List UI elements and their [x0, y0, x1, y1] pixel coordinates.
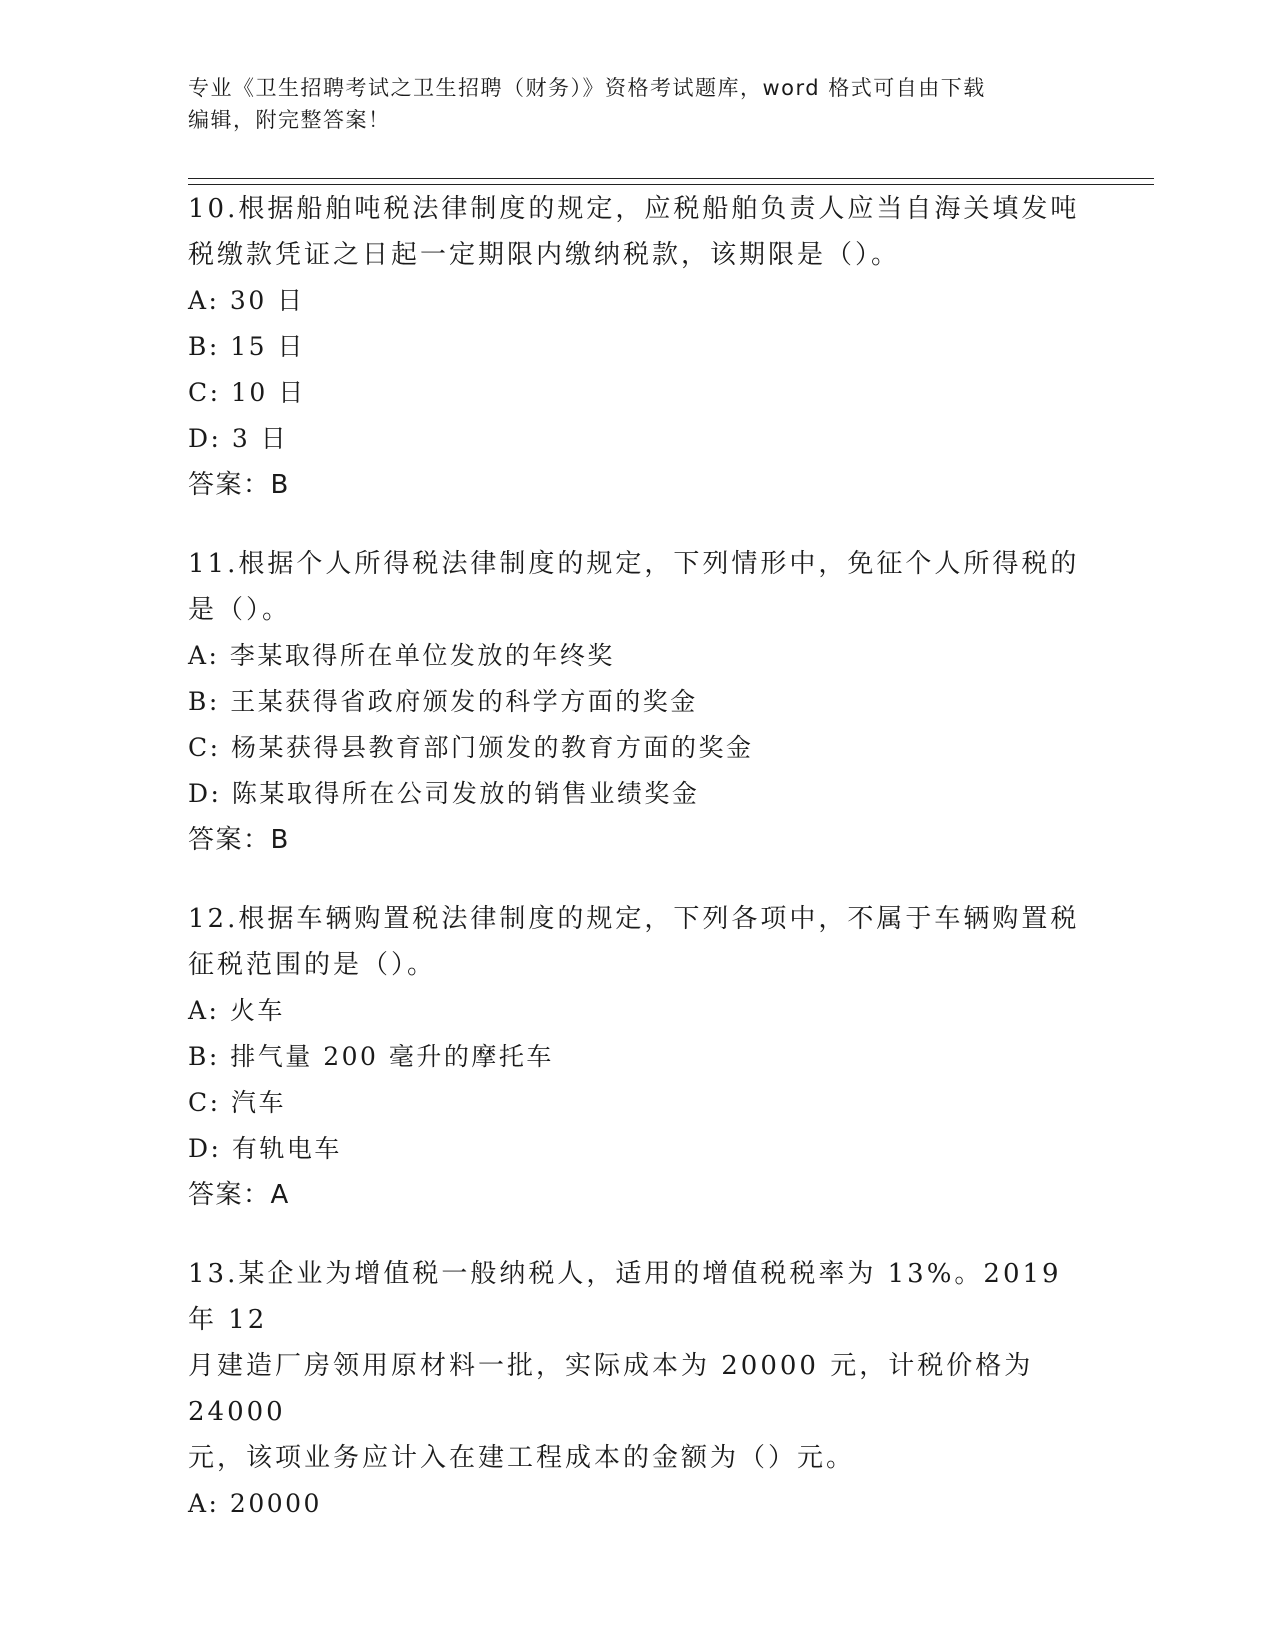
question-11 [188, 541, 1088, 863]
question-text-line: 10.根据船舶吨税法律制度的规定，应税船舶负责人应当自海关填发吨 [188, 194, 1080, 224]
option-c: C: 10 日 [188, 378, 306, 407]
answer: 答案：B [188, 825, 290, 855]
option-d: D: 有轨电车 [188, 1134, 342, 1163]
option-a: A: 火车 [188, 996, 285, 1025]
question-12 [188, 896, 1088, 1218]
option-a: A: 20000 [188, 1489, 322, 1518]
question-list [188, 186, 1088, 1560]
question-text-line: 元，该项业务应计入在建工程成本的金额为（）元。 [188, 1443, 856, 1473]
question-text-line: 13.某企业为增值税一般纳税人，适用的增值税税率为 13%。2019 年 12 [188, 1259, 1062, 1335]
question-text-line: 是（）。 [188, 595, 292, 625]
document-header [188, 72, 1068, 136]
option-a: A: 30 日 [188, 286, 305, 315]
question-text-line: 月建造厂房领用原材料一批，实际成本为 20000 元，计税价格为 24000 [188, 1351, 1034, 1427]
option-b: B: 15 日 [188, 332, 305, 361]
option-a: A: 李某取得所在单位发放的年终奖 [188, 641, 615, 670]
question-13 [188, 1251, 1088, 1527]
answer: 答案：B [188, 470, 290, 500]
option-d: D: 陈某取得所在公司发放的销售业绩奖金 [188, 779, 700, 808]
header-line-1: 专业《卫生招聘考试之卫生招聘（财务）》资格考试题库，word 格式可自由下载 [188, 76, 986, 100]
question-text-line: 11.根据个人所得税法律制度的规定，下列情形中，免征个人所得税的 [188, 549, 1080, 579]
option-b: B: 王某获得省政府颁发的科学方面的奖金 [188, 687, 698, 716]
option-c: C: 杨某获得县教育部门颁发的教育方面的奖金 [188, 733, 754, 762]
header-divider-bottom [188, 184, 1154, 185]
header-divider-top [188, 178, 1154, 179]
option-b: B: 排气量 200 毫升的摩托车 [188, 1042, 554, 1071]
option-d: D: 3 日 [188, 424, 289, 453]
question-text-line: 征税范围的是（）。 [188, 950, 437, 980]
question-text-line: 税缴款凭证之日起一定期限内缴纳税款，该期限是（）。 [188, 240, 901, 270]
answer: 答案：A [188, 1180, 290, 1210]
question-text-line: 12.根据车辆购置税法律制度的规定，下列各项中，不属于车辆购置税 [188, 904, 1080, 934]
question-10 [188, 186, 1088, 508]
option-c: C: 汽车 [188, 1088, 286, 1117]
header-line-2: 编辑，附完整答案！ [188, 108, 391, 132]
